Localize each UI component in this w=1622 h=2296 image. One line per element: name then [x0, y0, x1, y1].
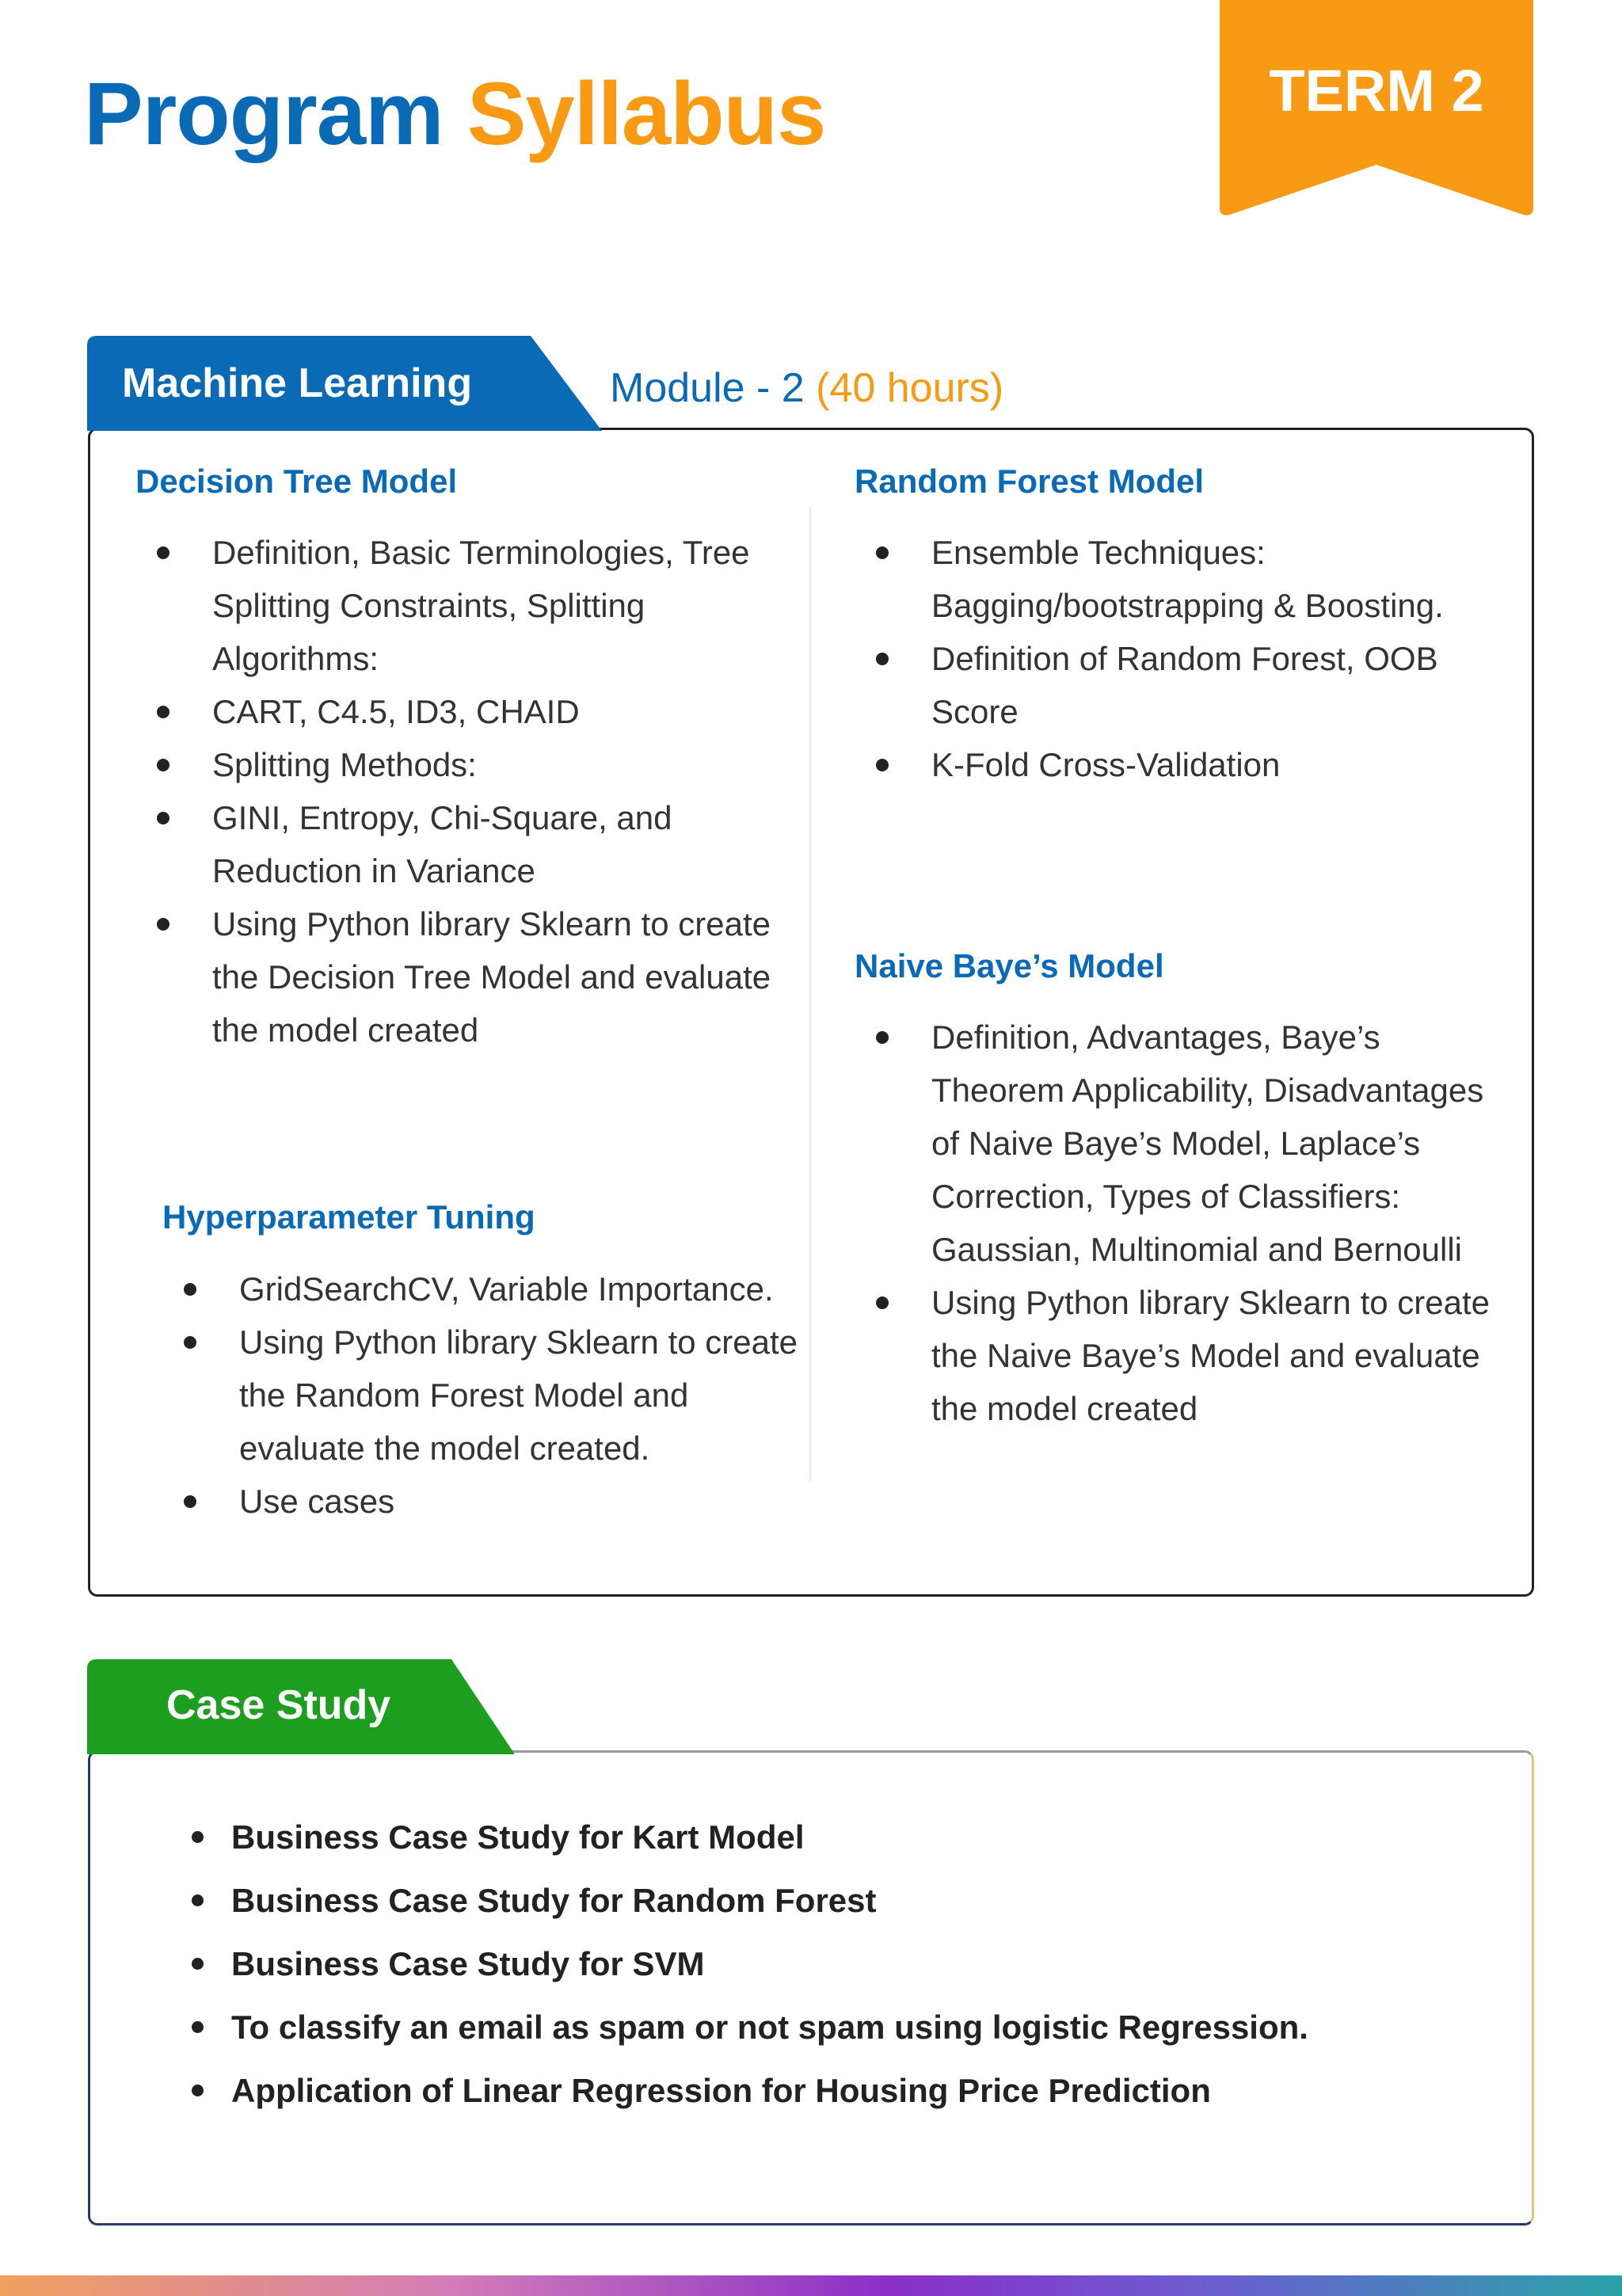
- decision-tree-heading: Decision Tree Model: [135, 463, 458, 500]
- case-study-list: [192, 1806, 1506, 2123]
- list-item: Definition of Random Forest, OOB Score: [876, 632, 1502, 738]
- decision-tree-list: [157, 526, 790, 1057]
- machine-learning-tab: [87, 336, 602, 431]
- list-item: Business Case Study for Random Forest: [192, 1869, 1506, 1932]
- tab-label: Machine Learning: [122, 360, 473, 406]
- list-item: Using Python library Sklearn to create the Random Forest Model and evaluate the model created.: [184, 1316, 809, 1475]
- footer-gradient-bar: [0, 2275, 1622, 2296]
- hyperparameter-list: [184, 1262, 809, 1528]
- title-syllabus: Syllabus: [466, 64, 826, 163]
- module-info: [610, 364, 1003, 412]
- list-item: Definition, Basic Terminologies, Tree Splitting Constraints, Splitting Algorithms:: [157, 526, 790, 685]
- list-item: Using Python library Sklearn to create the Naive Baye’s Model and evaluate the model created: [876, 1276, 1502, 1435]
- case-study-tab: [87, 1659, 515, 1754]
- list-item: Definition, Advantages, Baye’s Theorem Applicability, Disadvantages of Naive Baye’s Model, Laplace’s Correction, Types of Classifiers: Gaussian, Multinomial and Bernoulli: [876, 1011, 1502, 1276]
- list-item: Ensemble Techniques: Bagging/bootstrapping & Boosting.: [876, 526, 1502, 632]
- term-badge: TERM 2: [1269, 58, 1484, 124]
- naive-bayes-list: [876, 1011, 1502, 1435]
- module-hours: (40 hours): [816, 365, 1004, 411]
- list-item: Business Case Study for Kart Model: [192, 1806, 1506, 1869]
- module-number: Module - 2: [610, 365, 805, 411]
- random-forest-list: [876, 526, 1502, 791]
- naive-bayes-heading: Naive Baye’s Model: [855, 947, 1164, 984]
- list-item: CART, C4.5, ID3, CHAID: [157, 685, 790, 738]
- list-item: Application of Linear Regression for Housing Price Prediction: [192, 2059, 1506, 2123]
- title-program: Program: [84, 64, 444, 163]
- page-title: [84, 64, 826, 163]
- list-item: Use cases: [184, 1475, 809, 1528]
- list-item: Business Case Study for SVM: [192, 1932, 1506, 1996]
- random-forest-heading: Random Forest Model: [855, 463, 1205, 500]
- hyperparameter-heading: Hyperparameter Tuning: [162, 1198, 535, 1236]
- list-item: To classify an email as spam or not spam using logistic Regression.: [192, 1996, 1506, 2059]
- list-item: Splitting Methods:: [157, 738, 790, 791]
- list-item: GridSearchCV, Variable Importance.: [184, 1262, 809, 1316]
- list-item: Using Python library Sklearn to create the Decision Tree Model and evaluate the model created: [157, 897, 790, 1057]
- tab-label: Case Study: [166, 1682, 391, 1728]
- list-item: K-Fold Cross-Validation: [876, 738, 1502, 791]
- list-item: GINI, Entropy, Chi-Square, and Reduction in Variance: [157, 791, 790, 897]
- column-divider: [809, 507, 811, 1481]
